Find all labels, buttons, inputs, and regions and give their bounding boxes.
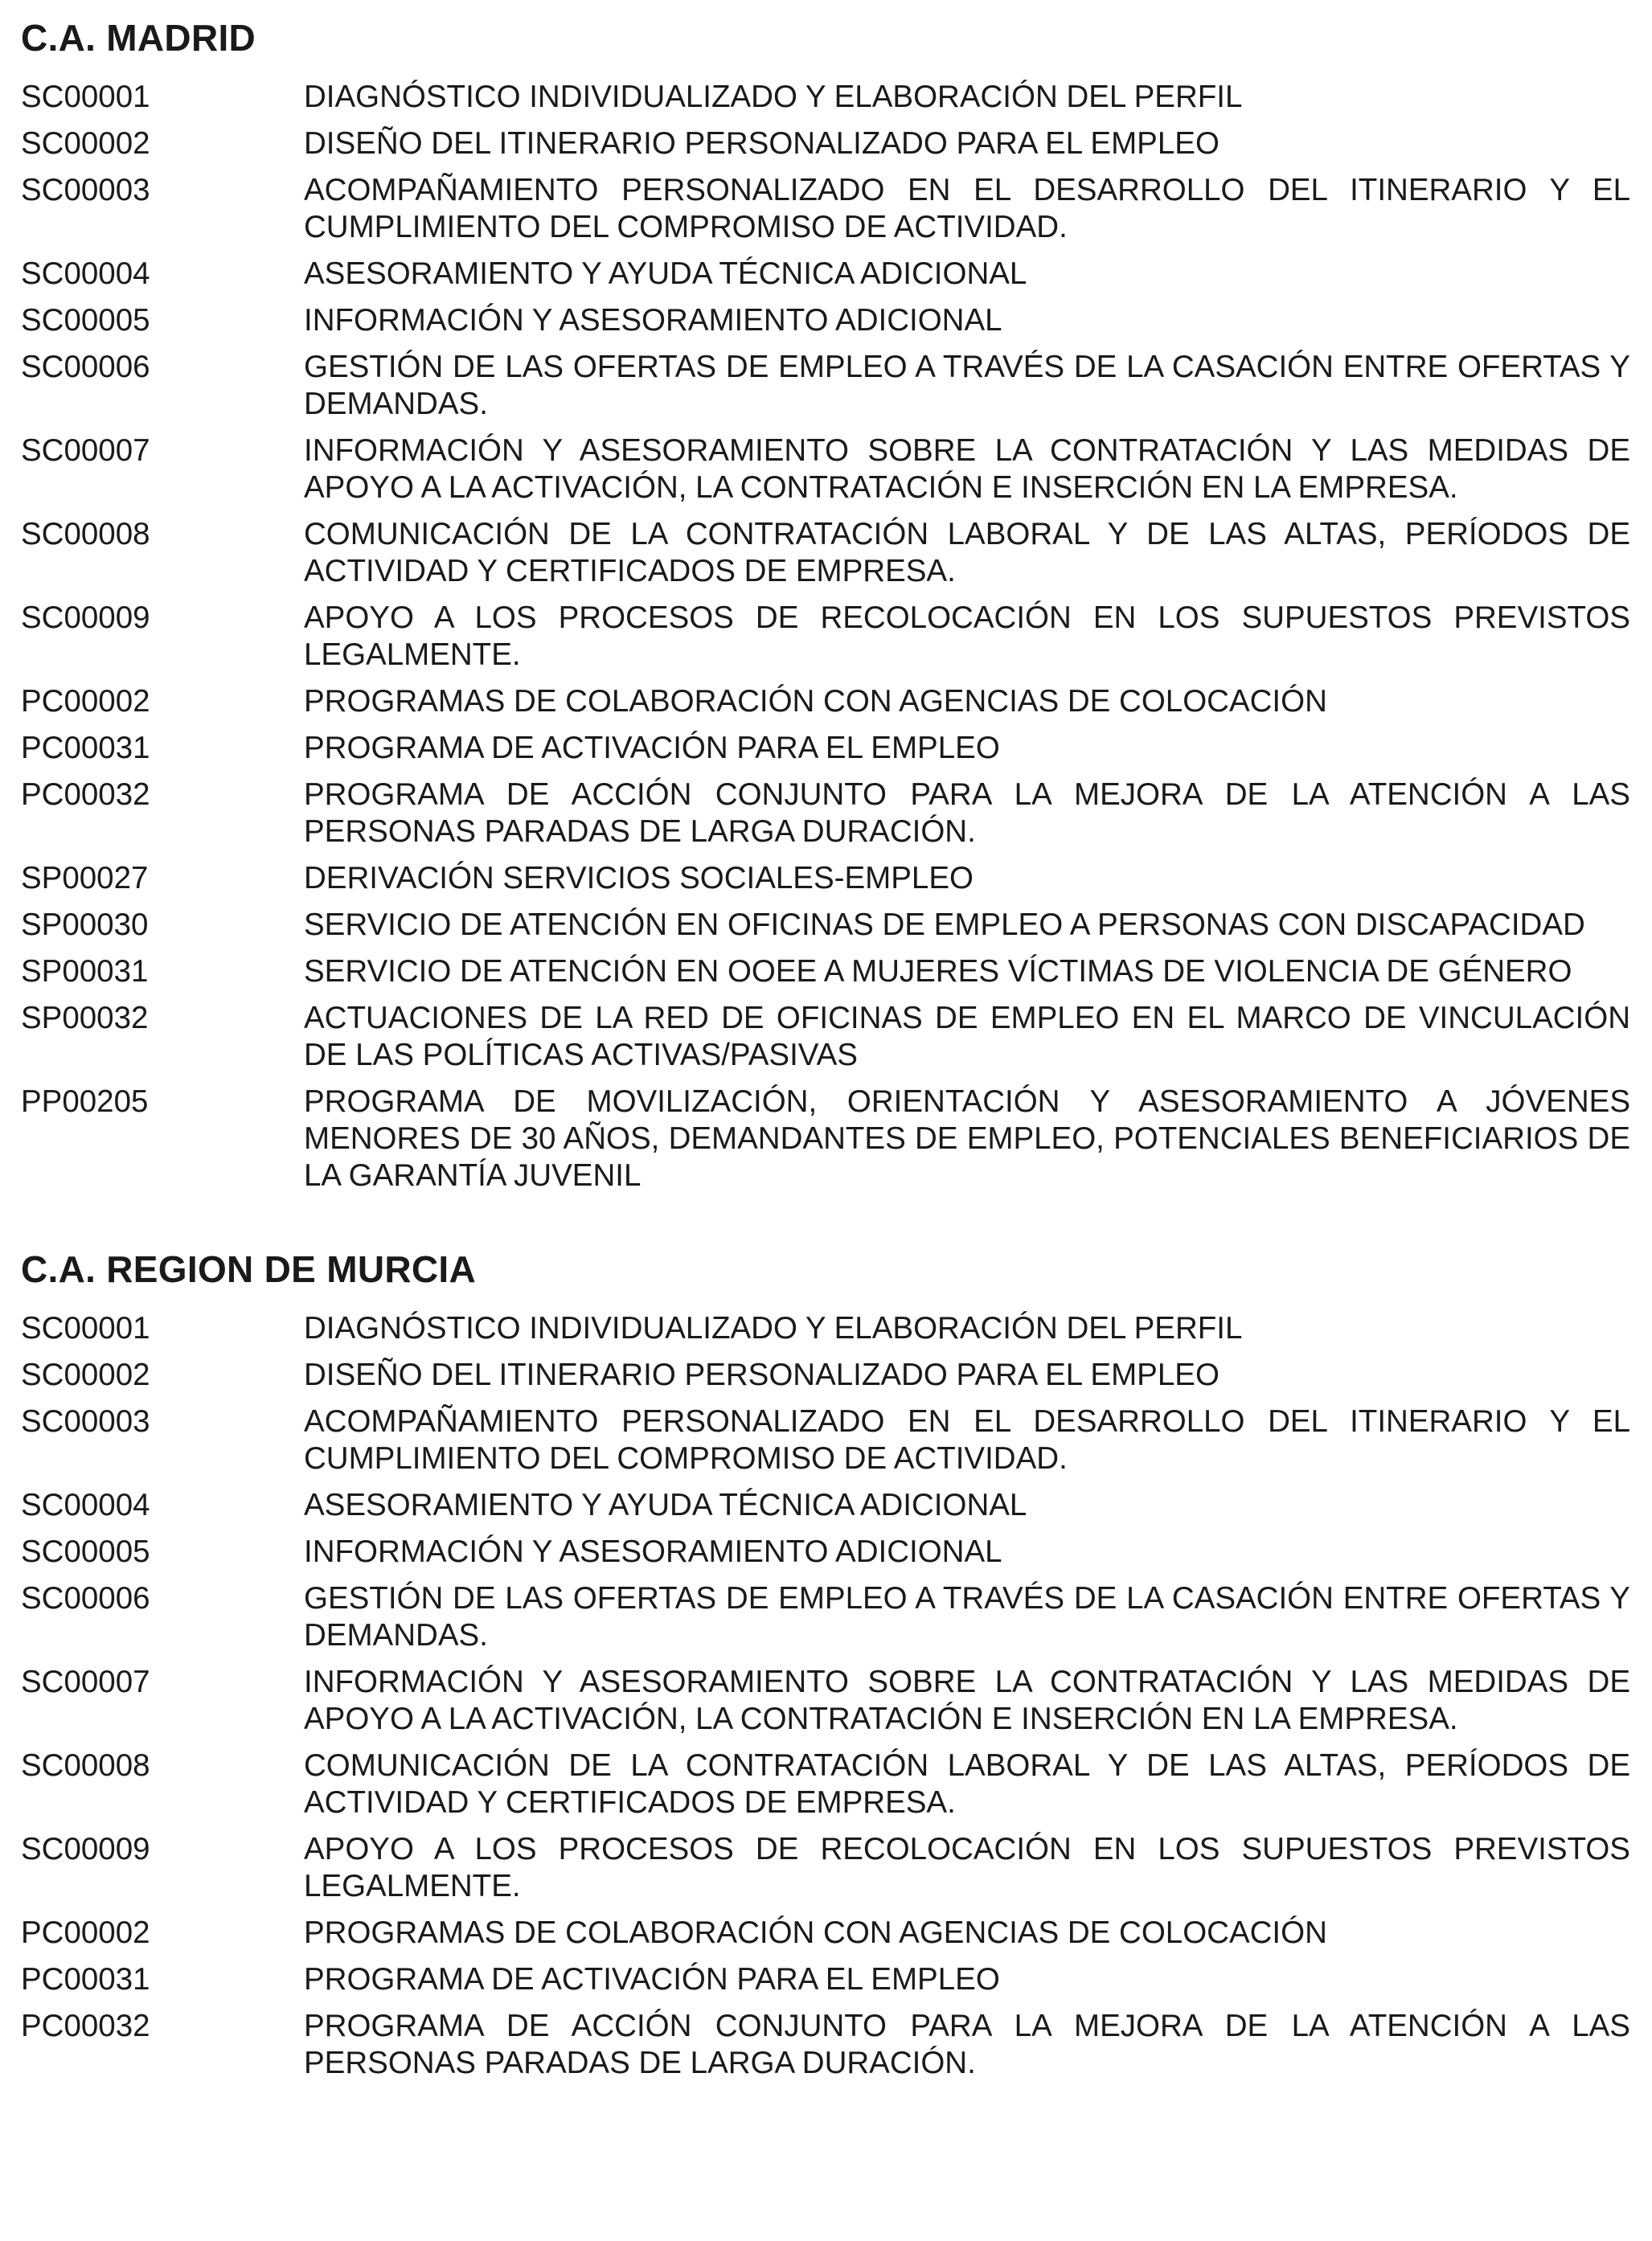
item-description: GESTIÓN DE LAS OFERTAS DE EMPLEO A TRAVÉS DE LA CASACIÓN ENTRE OFERTAS Y DEMANDAS. <box>304 1581 1630 1653</box>
item-code: PC00002 <box>21 1915 150 1950</box>
item-description: COMUNICACIÓN DE LA CONTRATACIÓN LABORAL Y DE LAS ALTAS, PERÍODOS DE ACTIVIDAD Y CERTIFICADOS DE EMPRESA. <box>304 1748 1630 1820</box>
item-code: SC00006 <box>21 1581 150 1616</box>
list-item <box>21 907 1630 944</box>
item-description: INFORMACIÓN Y ASESORAMIENTO ADICIONAL <box>304 1534 1002 1569</box>
list-item <box>21 730 1630 767</box>
item-code: SC00008 <box>21 517 150 551</box>
item-code: SC00008 <box>21 1748 150 1783</box>
item-code: SC00007 <box>21 433 150 468</box>
item-description: INFORMACIÓN Y ASESORAMIENTO SOBRE LA CONTRATACIÓN Y LAS MEDIDAS DE APOYO A LA ACTIVACIÓN, LA CONTRATACIÓN E INSERCIÓN EN LA EMPRESA. <box>304 433 1630 505</box>
item-description: PROGRAMA DE ACTIVACIÓN PARA EL EMPLEO <box>304 731 1000 765</box>
item-code: SC00003 <box>21 1404 150 1439</box>
item-code: PC00032 <box>21 2009 150 2043</box>
list-item <box>21 2008 1630 2082</box>
item-code: SC00005 <box>21 303 150 338</box>
item-description: ASESORAMIENTO Y AYUDA TÉCNICA ADICIONAL <box>304 1488 1027 1522</box>
item-code: SC00009 <box>21 1832 150 1866</box>
item-code: PC00002 <box>21 684 150 719</box>
item-code: SC00003 <box>21 173 150 207</box>
list-item <box>21 516 1630 590</box>
item-code: SC00004 <box>21 1488 150 1522</box>
item-description: DIAGNÓSTICO INDIVIDUALIZADO Y ELABORACIÓN DEL PERFIL <box>304 80 1243 114</box>
item-code: SC00002 <box>21 126 150 161</box>
item-description: COMUNICACIÓN DE LA CONTRATACIÓN LABORAL Y DE LAS ALTAS, PERÍODOS DE ACTIVIDAD Y CERTIFICADOS DE EMPRESA. <box>304 517 1630 588</box>
item-code: SC00002 <box>21 1358 150 1392</box>
section-murcia <box>21 1243 1630 2082</box>
list-item <box>21 1000 1630 1074</box>
item-description: PROGRAMA DE ACTIVACIÓN PARA EL EMPLEO <box>304 1962 1000 1997</box>
list-item <box>21 600 1630 674</box>
item-code: SP00031 <box>21 954 149 989</box>
list-item <box>21 125 1630 162</box>
item-description: DISEÑO DEL ITINERARIO PERSONALIZADO PARA EL EMPLEO <box>304 1358 1220 1392</box>
item-code: PC00031 <box>21 1962 150 1997</box>
section-spacer <box>21 1204 1630 1243</box>
item-description: DERIVACIÓN SERVICIOS SOCIALES-EMPLEO <box>304 861 974 895</box>
item-code: SC00004 <box>21 256 150 291</box>
item-code: SC00006 <box>21 350 150 384</box>
item-description: INFORMACIÓN Y ASESORAMIENTO SOBRE LA CONTRATACIÓN Y LAS MEDIDAS DE APOYO A LA ACTIVACIÓN, LA CONTRATACIÓN E INSERCIÓN EN LA EMPRESA. <box>304 1665 1630 1736</box>
section-title: C.A. MADRID <box>21 17 256 59</box>
item-code: SC00005 <box>21 1534 150 1569</box>
item-description: INFORMACIÓN Y ASESORAMIENTO ADICIONAL <box>304 303 1002 338</box>
entry-list <box>21 1310 1630 2082</box>
list-item <box>21 302 1630 339</box>
item-code: SC00007 <box>21 1665 150 1699</box>
list-item <box>21 1403 1630 1477</box>
item-code: SC00001 <box>21 1311 150 1346</box>
list-item <box>21 953 1630 990</box>
section-title: C.A. REGION DE MURCIA <box>21 1248 476 1290</box>
item-code: SP00027 <box>21 861 149 895</box>
entry-list <box>21 79 1630 1194</box>
item-description: APOYO A LOS PROCESOS DE RECOLOCACIÓN EN LOS SUPUESTOS PREVISTOS LEGALMENTE. <box>304 1832 1630 1903</box>
item-code: SC00009 <box>21 600 150 635</box>
list-item <box>21 1747 1630 1821</box>
list-item <box>21 256 1630 293</box>
list-item <box>21 349 1630 423</box>
list-item <box>21 1534 1630 1571</box>
list-item <box>21 79 1630 116</box>
item-description: APOYO A LOS PROCESOS DE RECOLOCACIÓN EN LOS SUPUESTOS PREVISTOS LEGALMENTE. <box>304 600 1630 672</box>
item-description: DIAGNÓSTICO INDIVIDUALIZADO Y ELABORACIÓN DEL PERFIL <box>304 1311 1243 1346</box>
item-description: GESTIÓN DE LAS OFERTAS DE EMPLEO A TRAVÉS DE LA CASACIÓN ENTRE OFERTAS Y DEMANDAS. <box>304 350 1630 421</box>
item-code: SP00030 <box>21 907 149 942</box>
item-description: PROGRAMA DE MOVILIZACIÓN, ORIENTACIÓN Y ASESORAMIENTO A JÓVENES MENORES DE 30 AÑOS, DEMANDANTES DE EMPLEO, POTENCIALES BENEFICIARIOS DE LA GARANTÍA JUVENIL <box>304 1084 1630 1193</box>
item-description: PROGRAMAS DE COLABORACIÓN CON AGENCIAS DE COLOCACIÓN <box>304 684 1327 719</box>
item-description: ACOMPAÑAMIENTO PERSONALIZADO EN EL DESARROLLO DEL ITINERARIO Y EL CUMPLIMIENTO DEL COMPROMISO DE ACTIVIDAD. <box>304 1404 1630 1476</box>
item-description: PROGRAMA DE ACCIÓN CONJUNTO PARA LA MEJORA DE LA ATENCIÓN A LAS PERSONAS PARADAS DE LARGA DURACIÓN. <box>304 777 1630 849</box>
item-description: PROGRAMA DE ACCIÓN CONJUNTO PARA LA MEJORA DE LA ATENCIÓN A LAS PERSONAS PARADAS DE LARGA DURACIÓN. <box>304 2009 1630 2080</box>
document-page <box>21 11 1630 2091</box>
item-description: SERVICIO DE ATENCIÓN EN OOEE A MUJERES VÍCTIMAS DE VIOLENCIA DE GÉNERO <box>304 954 1572 989</box>
list-item <box>21 432 1630 506</box>
list-item <box>21 860 1630 897</box>
item-code: SP00032 <box>21 1001 149 1035</box>
list-item <box>21 1664 1630 1738</box>
section-madrid <box>21 11 1630 1194</box>
item-code: PC00031 <box>21 731 150 765</box>
list-item <box>21 1915 1630 1952</box>
item-description: SERVICIO DE ATENCIÓN EN OFICINAS DE EMPLEO A PERSONAS CON DISCAPACIDAD <box>304 907 1585 942</box>
list-item <box>21 1961 1630 1998</box>
list-item <box>21 683 1630 720</box>
list-item <box>21 776 1630 850</box>
item-description: PROGRAMAS DE COLABORACIÓN CON AGENCIAS DE COLOCACIÓN <box>304 1915 1327 1950</box>
list-item <box>21 1580 1630 1654</box>
item-code: SC00001 <box>21 80 150 114</box>
item-description: ASESORAMIENTO Y AYUDA TÉCNICA ADICIONAL <box>304 256 1027 291</box>
list-item <box>21 172 1630 246</box>
item-code: PC00032 <box>21 777 150 812</box>
item-description: ACOMPAÑAMIENTO PERSONALIZADO EN EL DESARROLLO DEL ITINERARIO Y EL CUMPLIMIENTO DEL COMPROMISO DE ACTIVIDAD. <box>304 173 1630 244</box>
list-item <box>21 1831 1630 1905</box>
list-item <box>21 1357 1630 1394</box>
item-code: PP00205 <box>21 1084 149 1119</box>
item-description: DISEÑO DEL ITINERARIO PERSONALIZADO PARA EL EMPLEO <box>304 126 1220 161</box>
list-item <box>21 1084 1630 1194</box>
list-item <box>21 1310 1630 1347</box>
item-description: ACTUACIONES DE LA RED DE OFICINAS DE EMPLEO EN EL MARCO DE VINCULACIÓN DE LAS POLÍTICAS ACTIVAS/PASIVAS <box>304 1001 1630 1072</box>
list-item <box>21 1487 1630 1524</box>
